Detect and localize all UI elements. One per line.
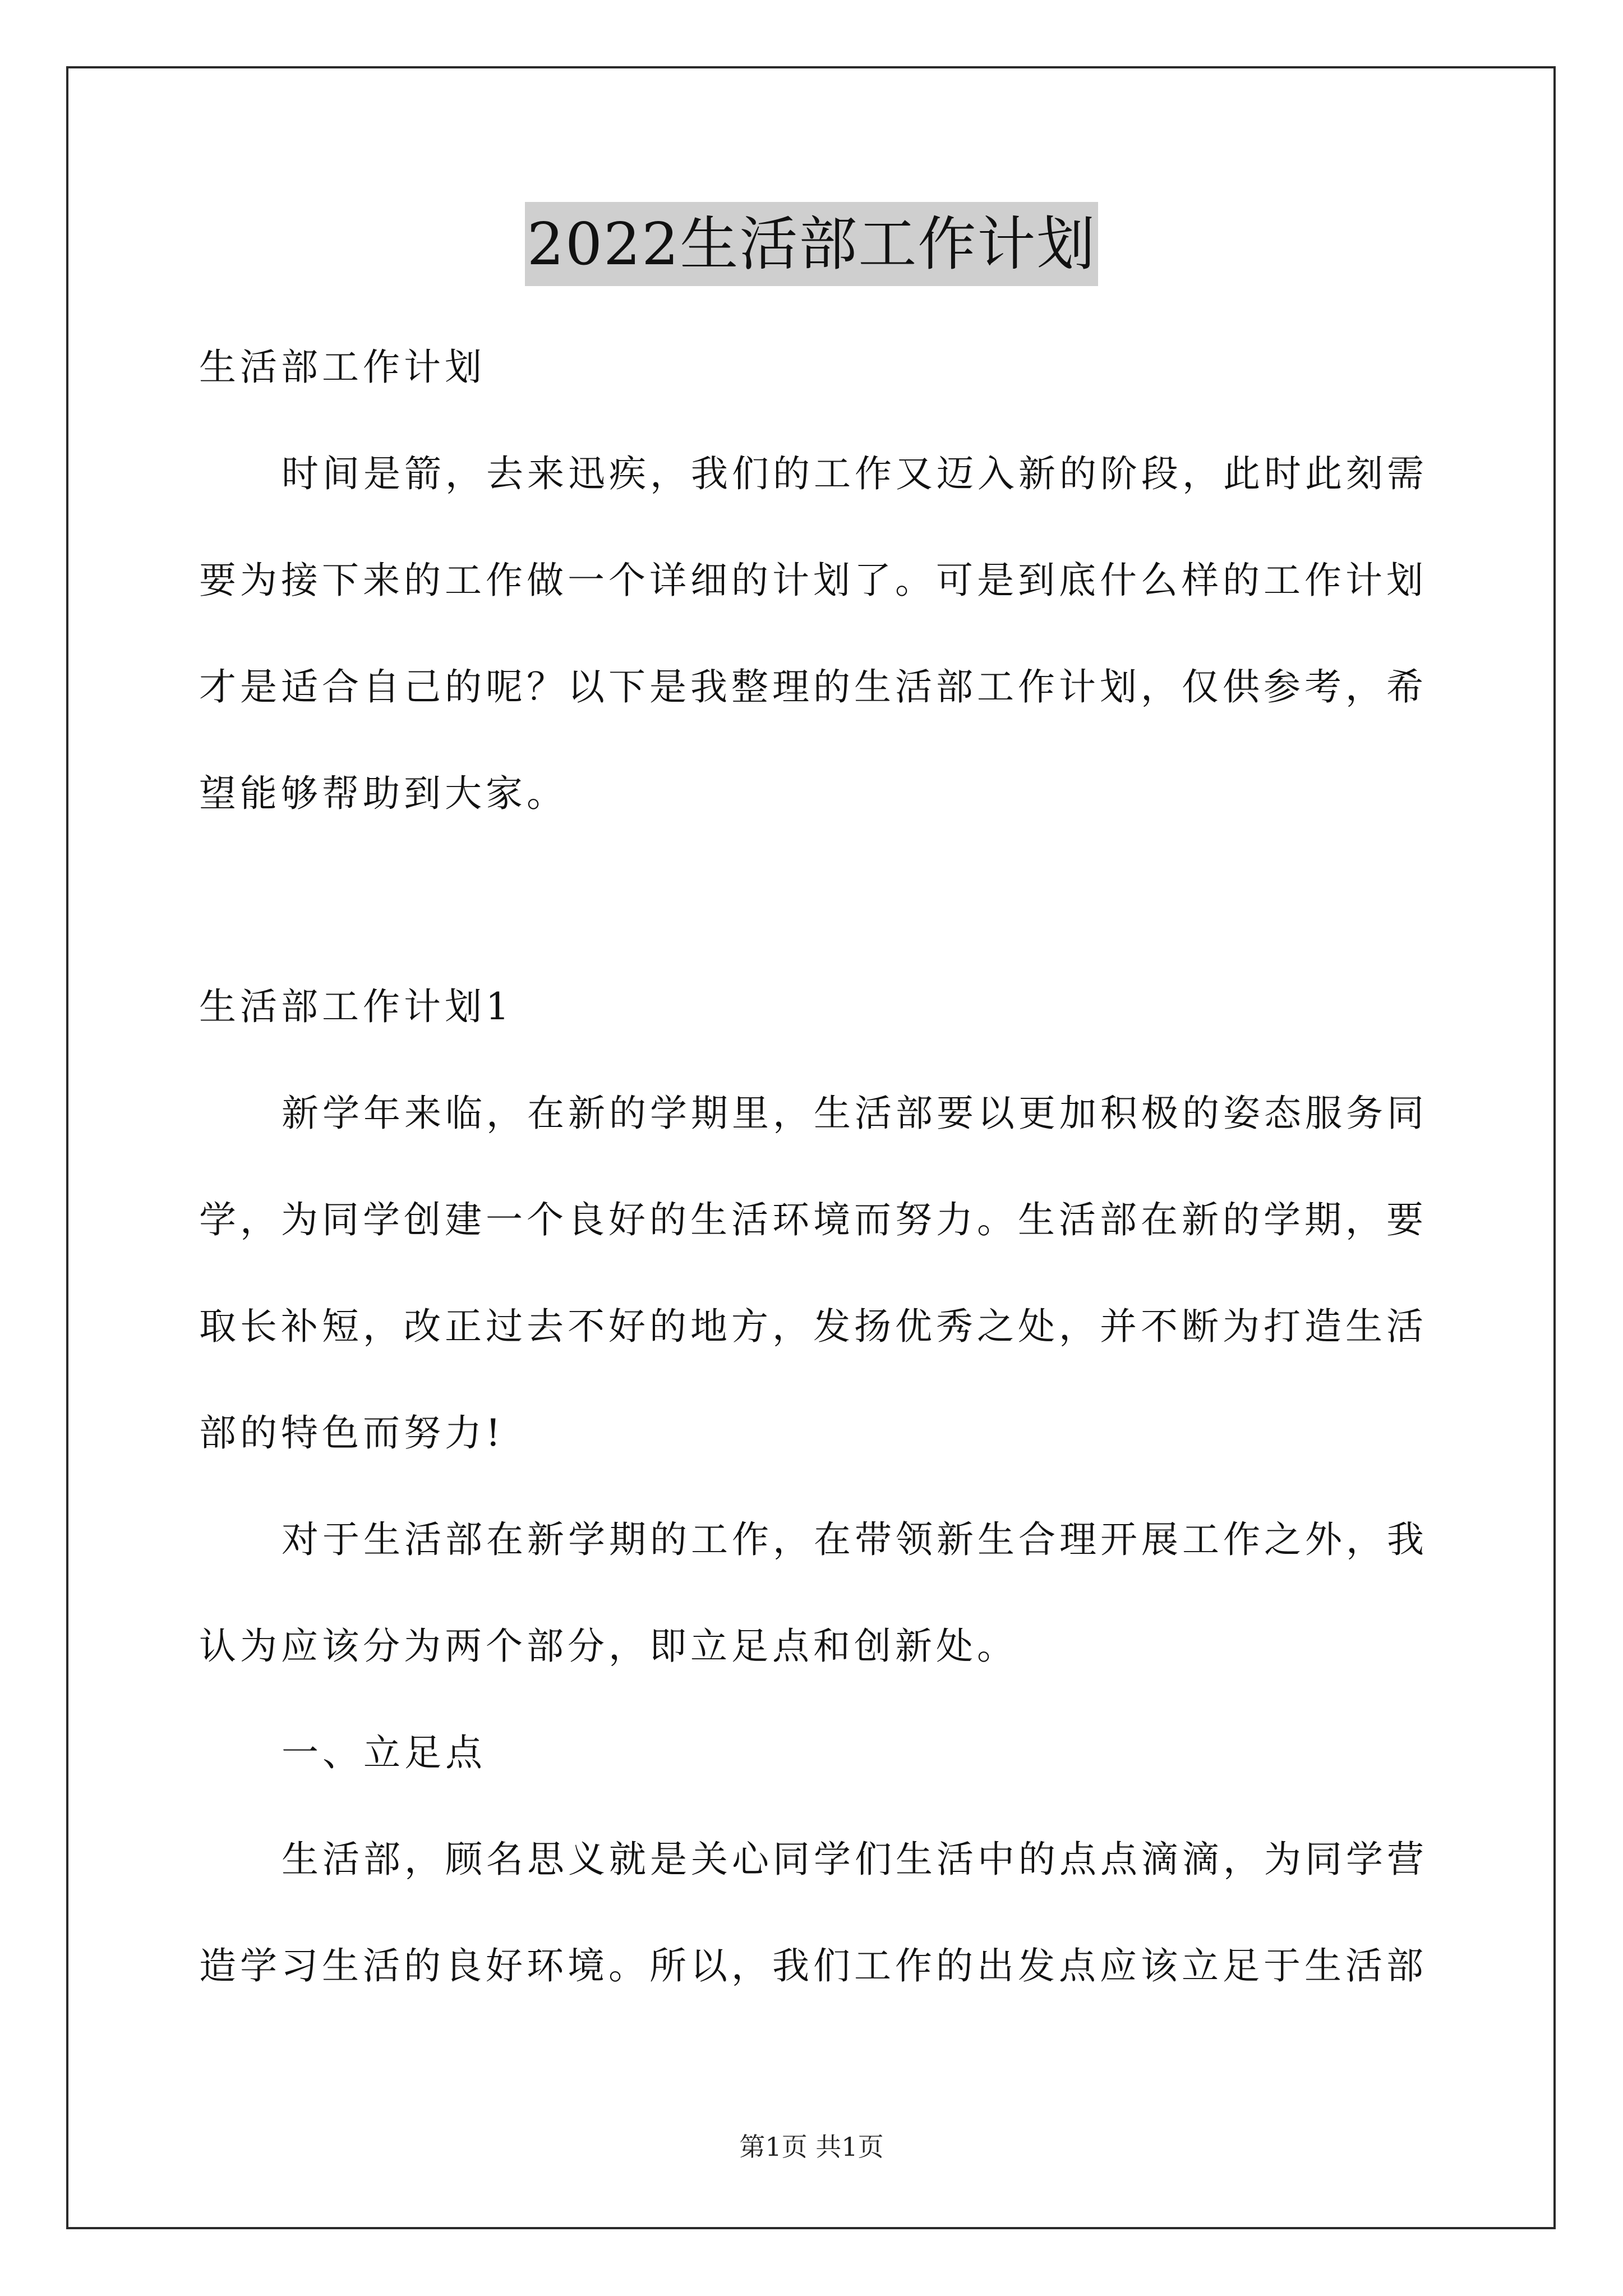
text-line: 时间是箭，去来迅疾，我们的工作又迈入新的阶段，此时此刻需 [282, 452, 1428, 495]
page-footer: 第1页 共1页 [739, 2132, 884, 2162]
text-line: 生活部工作计划1 [199, 985, 513, 1028]
text-line: 新学年来临，在新的学期里，生活部要以更加积极的姿态服务同 [282, 1092, 1428, 1135]
title-container [0, 202, 1623, 286]
text-line: 生活部工作计划 [199, 346, 486, 389]
text-line: 部的特色而努力! [199, 1411, 505, 1455]
text-line: 才是适合自己的呢？以下是我整理的生活部工作计划，仅供参考，希 [199, 665, 1427, 708]
text-line: 望能够帮助到大家。 [199, 772, 568, 815]
text-line: 学，为同学创建一个良好的生活环境而努力。生活部在新的学期，要 [199, 1198, 1427, 1241]
text-line: 要为接下来的工作做一个详细的计划了。可是到底什么样的工作计划 [199, 559, 1427, 602]
document-body [199, 314, 1433, 2019]
text-line: 认为应该分为两个部分，即立足点和创新处。 [199, 1625, 1018, 1668]
text-line: 取长补短，改正过去不好的地方，发扬优秀之处，并不断为打造生活 [199, 1305, 1427, 1348]
text-line: 对于生活部在新学期的工作，在带领新生合理开展工作之外，我 [282, 1518, 1428, 1561]
text-line: 造学习生活的良好环境。所以，我们工作的出发点应该立足于生活部 [199, 1944, 1427, 1987]
text-line: 生活部，顾名思义就是关心同学们生活中的点点滴滴，为同学营 [282, 1838, 1428, 1881]
paragraph-gap [199, 847, 1433, 954]
document-title: 2022生活部工作计划 [525, 202, 1099, 286]
text-line: 一、立足点 [282, 1731, 486, 1774]
